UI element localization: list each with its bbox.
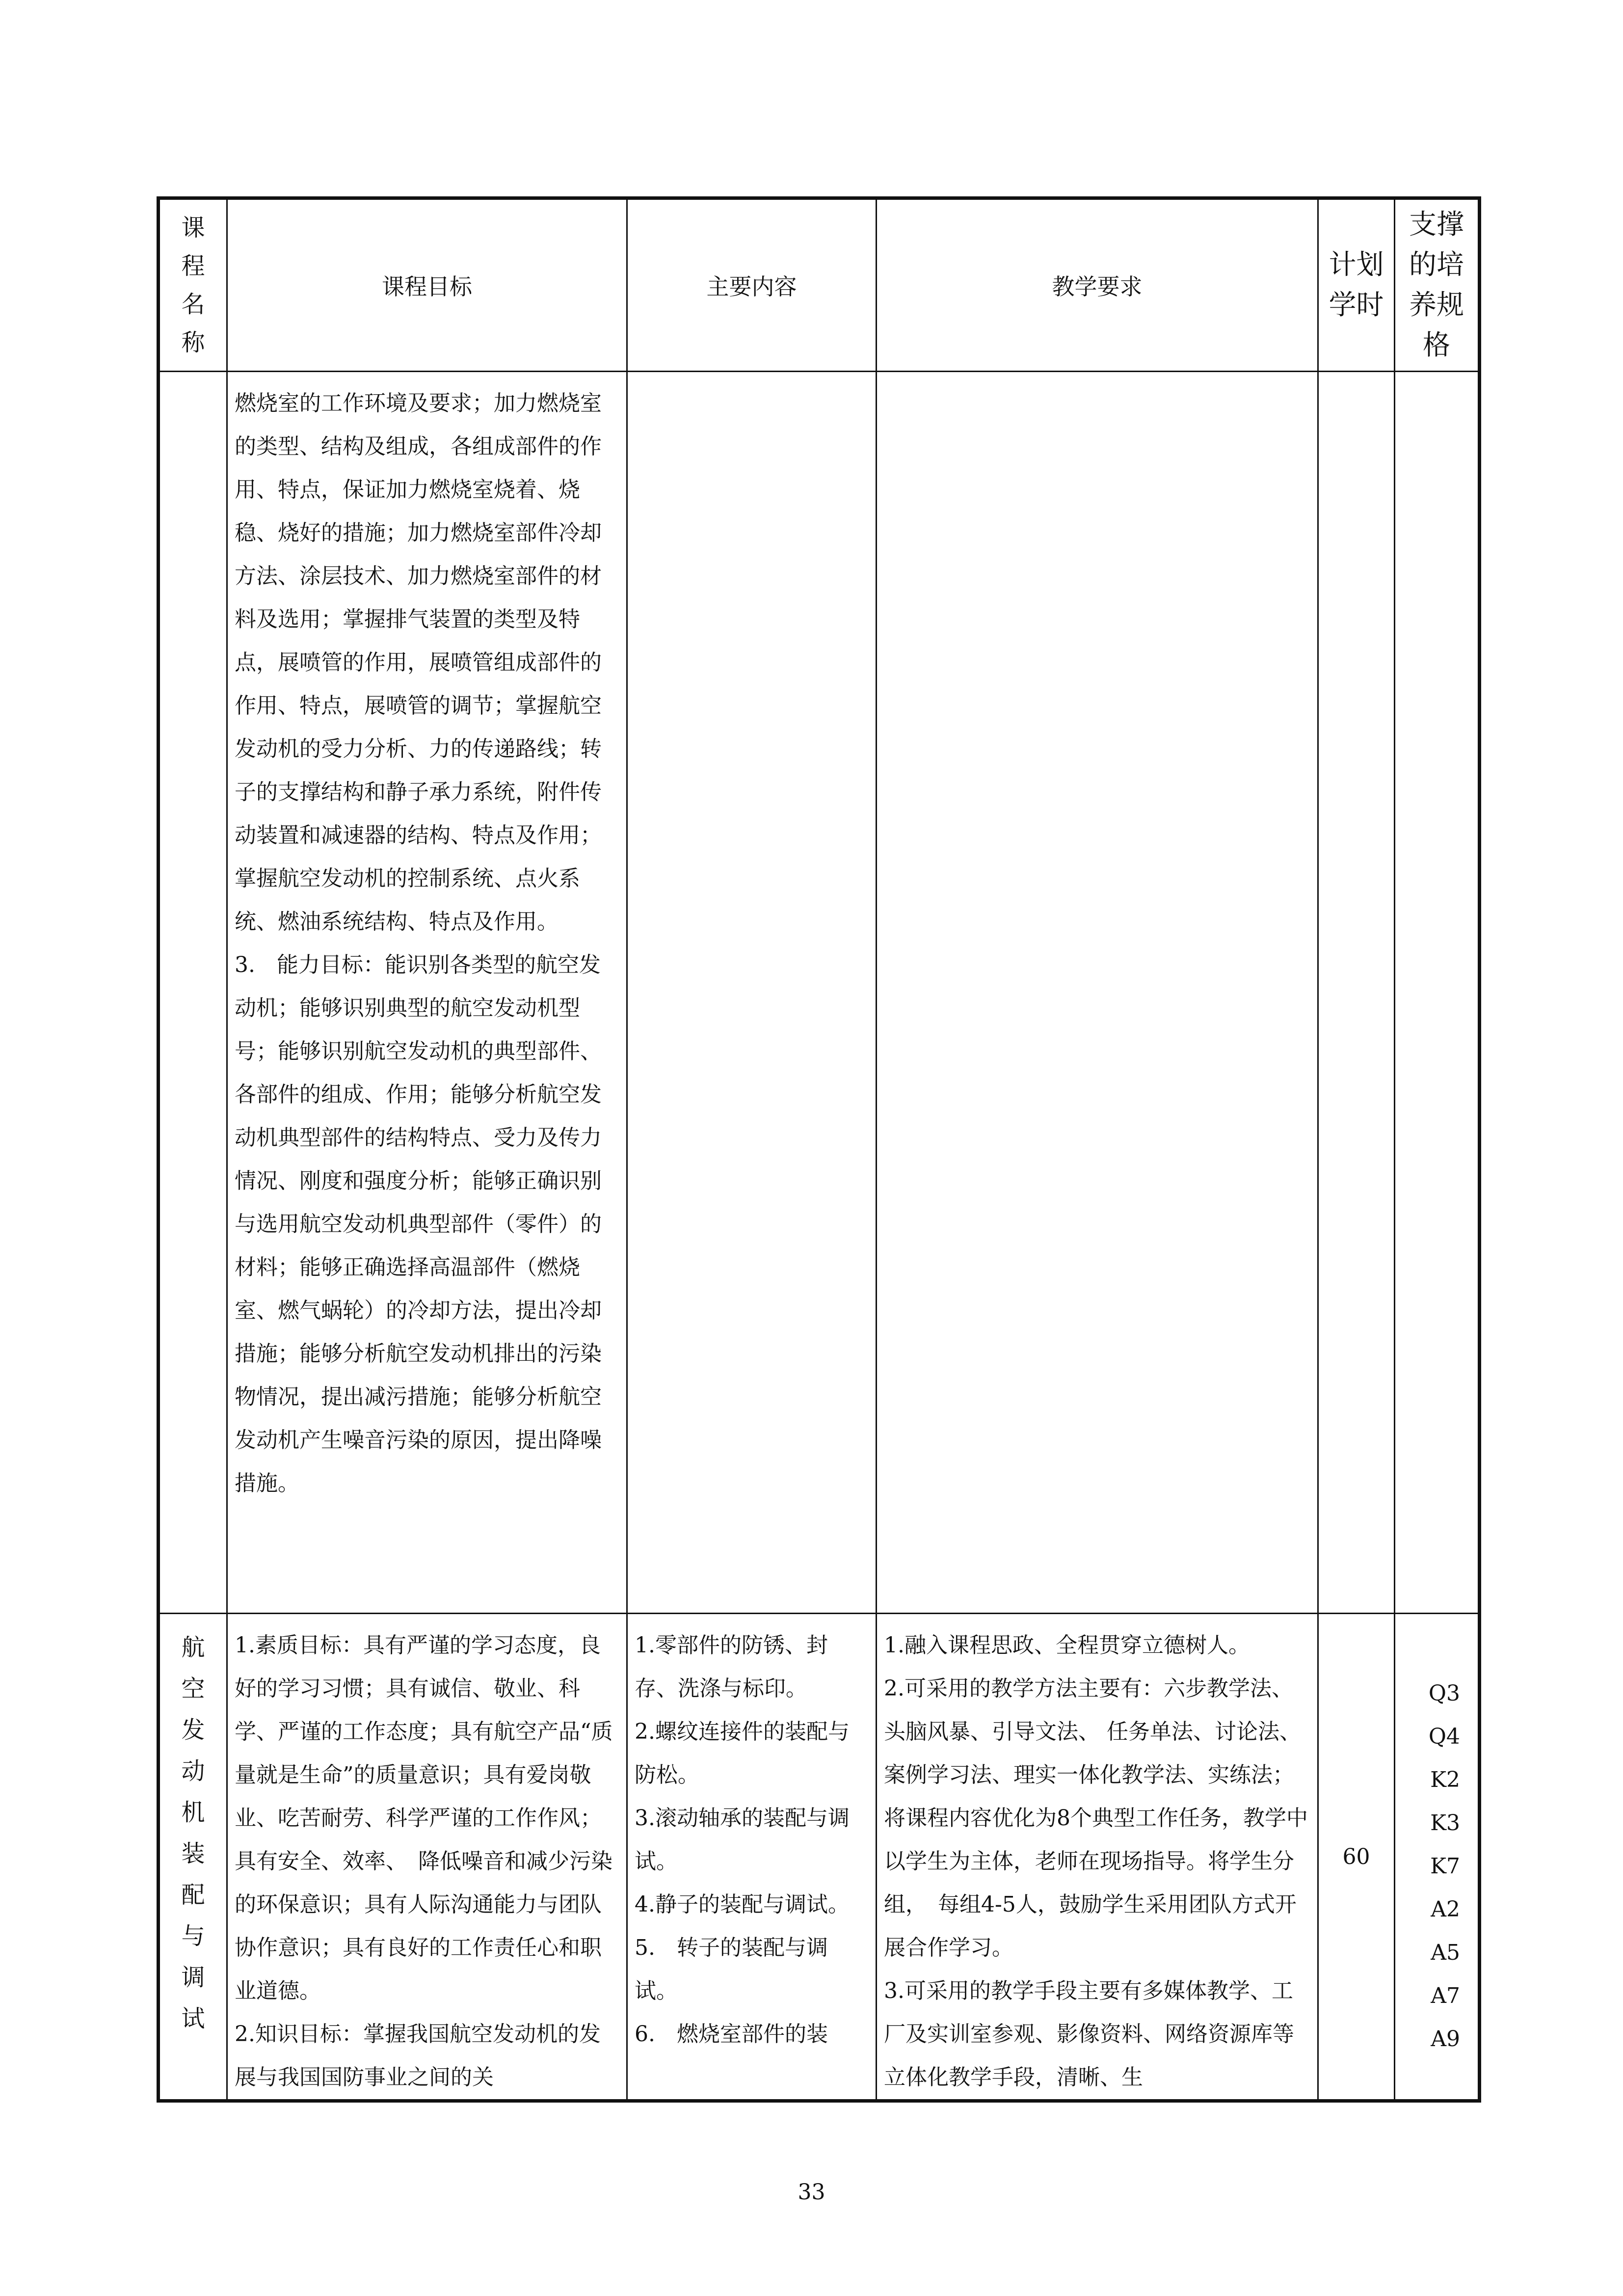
table-header-row: [159, 198, 1480, 372]
requirement-item: 1.融入课程思政、全程贯穿立德树人。: [884, 1633, 1250, 1658]
header-course-goals: 课程目标: [227, 198, 627, 372]
teaching-requirements-cell: [877, 1614, 1318, 2101]
teaching-requirements-cell: [877, 372, 1318, 1614]
header-course-name: 课 程 名 称: [159, 198, 227, 372]
page-number: 33: [798, 2180, 825, 2205]
goal-paragraph: 燃烧室的工作环境及要求；加力燃烧室的类型、结构及组成，各组成部件的作用、特点，保证加力燃烧室烧着、烧稳、烧好的措施；加力燃烧室部件冷却方法、涂层技术、加力燃烧室部件的材料及选用；掌握排气装置的类型及特点，展喷管的作用，展喷管组成部件的作用、特点，展喷管的调节；掌握航空发动机的受力分析、力的传递路线；转子的支撑结构和静子承力系统，附件传动装置和减速器的结构、特点及作用；掌握航空发动机的控制系统、点火系统、燃油系统结构、特点及作用。: [235, 391, 602, 934]
header-supported-specs: 支撑 的培 养规 格: [1395, 198, 1480, 372]
content-item: 3.滚动轴承的装配与调试。: [635, 1806, 850, 1874]
course-name-cell: 航 空 发 动 机 装 配 与 调 试: [159, 1614, 227, 2101]
content-item: 6. 燃烧室部件的装: [635, 2022, 828, 2047]
content-item: 4.静子的装配与调试。: [635, 1892, 850, 1917]
course-goals-cell: [227, 372, 627, 1614]
goal-paragraph: 3. 能力目标：能识别各类型的航空发动机；能够识别典型的航空发动机型号；能够识别航空发动机的典型部件、各部件的组成、作用；能够分析航空发动机典型部件的结构特点、受力及传力情况、刚度和强度分析；能够正确识别与选用航空发动机典型部件（零件）的材料；能够正确选择高温部件（燃烧室、燃气蜗轮）的冷却方法，提出冷却措施；能够分析航空发动机排出的污染物情况，提出减污措施；能够分析航空发动机产生噪音污染的原因，提出降噪措施。: [235, 952, 602, 1496]
main-content-cell: [627, 372, 877, 1614]
planned-hours-cell: [1318, 372, 1395, 1614]
table-row: [159, 1614, 1480, 2101]
planned-hours-cell: 60: [1318, 1614, 1395, 2101]
header-planned-hours: 计划 学时: [1318, 198, 1395, 372]
requirement-item: 3.可采用的教学手段主要有多媒体教学、工厂及实训室参观、影像资料、网络资源库等立体化教学手段，清晰、生: [884, 1978, 1294, 2090]
header-teaching-requirements: 教学要求: [877, 198, 1318, 372]
content-item: 2.螺纹连接件的装配与防松。: [635, 1719, 850, 1787]
main-content-cell: [627, 1614, 877, 2101]
supported-specs-cell: Q3 Q4 K2 K3 K7 A2 A5 A7 A9: [1395, 1614, 1480, 2101]
curriculum-table: [157, 196, 1481, 2103]
content-item: 5. 转子的装配与调试。: [635, 1935, 828, 2003]
header-main-content: 主要内容: [627, 198, 877, 372]
table-row: [159, 372, 1480, 1614]
course-goals-cell: [227, 1614, 627, 2101]
supported-specs-cell: [1395, 372, 1480, 1614]
goal-paragraph: 1.素质目标：具有严谨的学习态度，良好的学习习惯；具有诚信、敬业、科学、严谨的工作态度；具有航空产品“质量就是生命”的质量意识；具有爱岗敬业、吃苦耐劳、科学严谨的工作作风；具有安全、效率、 降低噪音和减少污染的环保意识；具有人际沟通能力与团队协作意识；具有良好的工作责任心和职业道德。: [235, 1633, 613, 2003]
content-item: 1.零部件的防锈、封存、洗涤与标印。: [635, 1633, 828, 1701]
requirement-item: 2.可采用的教学方法主要有：六步教学法、头脑风暴、引导文法、 任务单法、讨论法、案例学习法、理实一体化教学法、实练法；将课程内容优化为8个典型工作任务，教学中以学生为主体，老师在现场指导。将学生分组， 每组4-5人，鼓励学生采用团队方式开展合作学习。: [884, 1676, 1308, 1960]
goal-paragraph: 2.知识目标：掌握我国航空发动机的发展与我国国防事业之间的关: [235, 2022, 601, 2090]
course-name-cell: [159, 372, 227, 1614]
